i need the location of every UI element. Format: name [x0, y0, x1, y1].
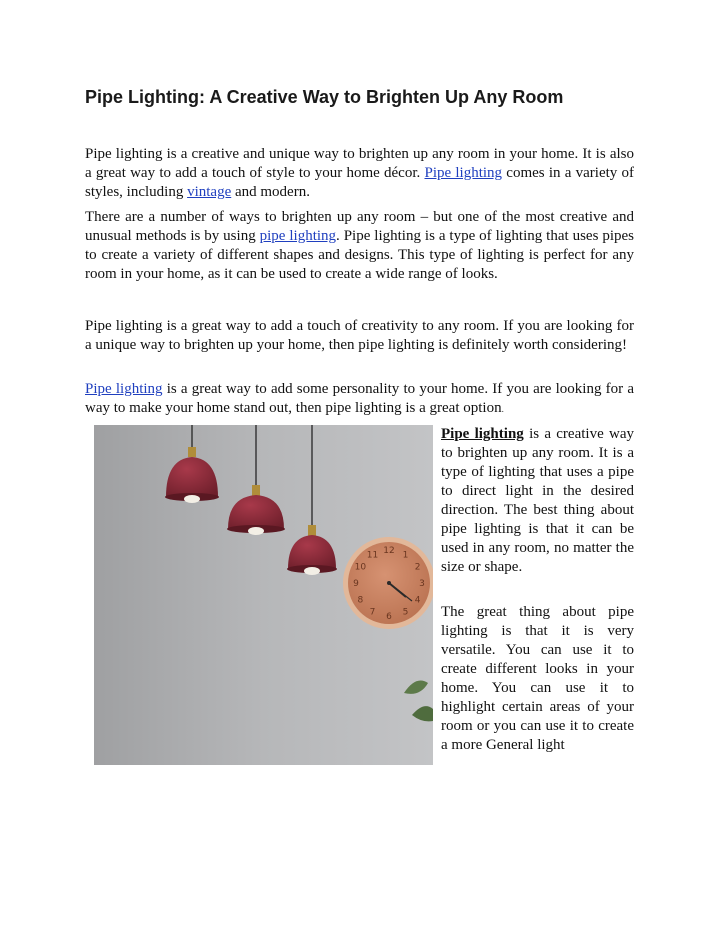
- p4-text-after: is a great way to add some personality to your home. If you are looking for a way to make your home stand out, then pipe lighting is a great option: [85, 381, 634, 416]
- clock-numeral: 8: [357, 595, 364, 606]
- pipe-lighting-link-3[interactable]: Pipe lighting: [85, 381, 163, 397]
- p2-text-after: . Pipe lighting is a type of lighting that uses pipes to create a variety of different shapes and designs. This type of lighting is perfect for any room in your home, as it can be used to create a wide range of looks.: [85, 228, 634, 282]
- p2-text-before: There are a number of ways to brighten up any room – but one of the most creative and unusual methods is by using: [85, 209, 634, 244]
- p1-text-before: Pipe lighting is a creative and unique way to brighten up any room in your home. It is also a great way to add a touch of style to your home décor.: [85, 146, 634, 181]
- pendant-lamps-illustration: [94, 425, 433, 765]
- clock-numeral: 7: [369, 607, 376, 618]
- wall-clock: [343, 537, 433, 629]
- paragraph-personality: [85, 380, 634, 419]
- side1-text: is a creative way to brighten up any room. It is a type of lighting that uses a pipe to direct light in the desired direction. The best thing about pipe lighting is that it can be used in any room, no matter the size or shape.: [441, 426, 634, 575]
- clock-numeral: 11: [366, 550, 379, 561]
- clock-numeral: 5: [402, 607, 409, 618]
- clock-numeral: 6: [386, 612, 392, 622]
- clock-numeral: 9: [353, 579, 359, 589]
- p1-text-middle: comes in a variety of styles, including: [85, 165, 635, 200]
- pipe-lighting-link-1[interactable]: Pipe lighting: [424, 165, 503, 181]
- p1-text-after: and modern.: [231, 184, 310, 200]
- p4-period: .: [501, 404, 504, 414]
- paragraph-ways: [85, 208, 634, 284]
- paragraph-creativity: Pipe lighting is a great way to add a touch of creativity to any room. If you are looking for a unique way to brighten up your home, then pipe lighting is definitely worth considering!: [85, 318, 634, 353]
- pipe-lighting-heading: Pipe lighting: [441, 426, 524, 442]
- side-paragraph-1: [441, 425, 634, 577]
- clock-numeral: 2: [414, 562, 421, 573]
- page-title: Pipe Lighting: A Creative Way to Brighten Up Any Room: [85, 87, 564, 107]
- clock-numeral: 3: [419, 579, 425, 589]
- clock-numeral: 10: [354, 562, 367, 573]
- paragraph-intro: [85, 145, 634, 202]
- pipe-lighting-link-2[interactable]: pipe lighting: [259, 228, 337, 244]
- vintage-link[interactable]: vintage: [187, 184, 232, 200]
- clock-numeral: 12: [383, 546, 395, 556]
- pendant-lamps-photo: [94, 425, 433, 765]
- clock-numeral: 4: [414, 595, 421, 606]
- side-paragraph-2: The great thing about pipe lighting is that it is very versatile. You can use it to create different looks in your home. You can use it to highlight certain areas of your room or you can use it to create a more General light: [441, 604, 634, 753]
- clock-numeral: 1: [402, 550, 409, 561]
